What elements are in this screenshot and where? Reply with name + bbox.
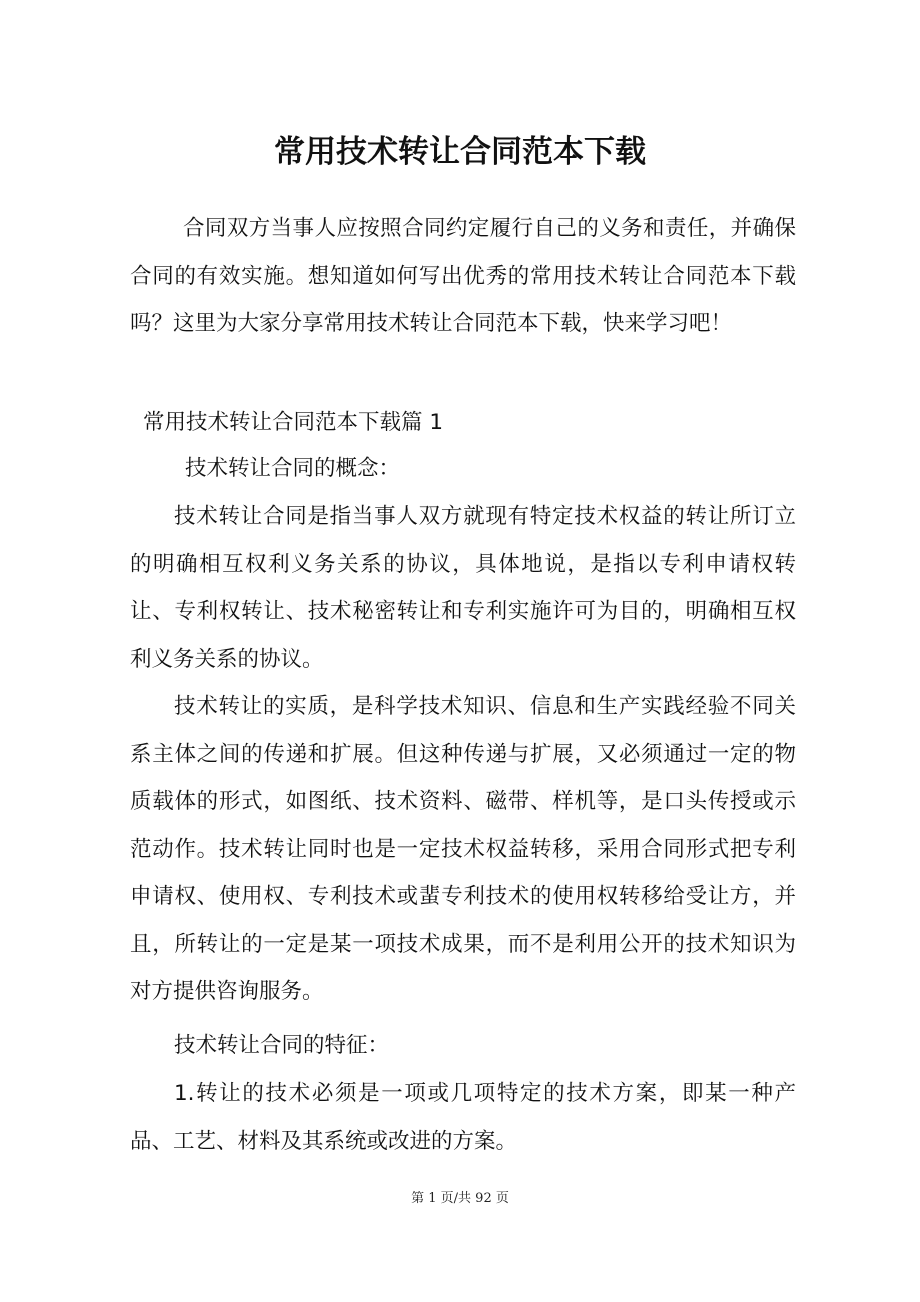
document-title: 常用技术转让合同范本下载 (274, 134, 646, 170)
features-heading: 技术转让合同的特征： (174, 1033, 390, 1058)
concept-heading: 技术转让合同的概念： (185, 456, 401, 481)
body-paragraph-feature-1: 1.转让的技术必须是一项或几项特定的技术方案，即某一种产品、工艺、材料及其系统或改进的方案。 (130, 1081, 796, 1154)
page-number-footer: 第 1 页/共 92 页 (411, 1191, 509, 1206)
body-paragraph-essence: 技术转让的实质，是科学技术知识、信息和生产实践经验不同关系主体之间的传递和扩展。但这种传递与扩展，又必须通过一定的物质载体的形式，如图纸、技术资料、磁带、样机等，是口头传授或示范动作。技术转让同时也是一定技术权益转移，采用合同形式把专利申请权、使用权、专利技术或蜚专利技术的使用权转移给受让方，并且，所转让的一定是某一项技术成果，而不是利用公开的技术知识为对方提供咨询服务。 (130, 694, 796, 1004)
section-heading: 常用技术转让合同范本下载篇 1 (143, 410, 444, 435)
body-paragraph-definition: 技术转让合同是指当事人双方就现有特定技术权益的转让所订立的明确相互权利义务关系的协议，具体地说，是指以专利申请权转让、专利权转让、技术秘密转让和专利实施许可为目的，明确相互权利义务关系的协议。 (130, 504, 796, 672)
intro-paragraph: 合同双方当事人应按照合同约定履行自己的义务和责任，并确保合同的有效实施。想知道如何写出优秀的常用技术转让合同范本下载吗？这里为大家分享常用技术转让合同范本下载，快来学习吧！ (130, 216, 796, 336)
